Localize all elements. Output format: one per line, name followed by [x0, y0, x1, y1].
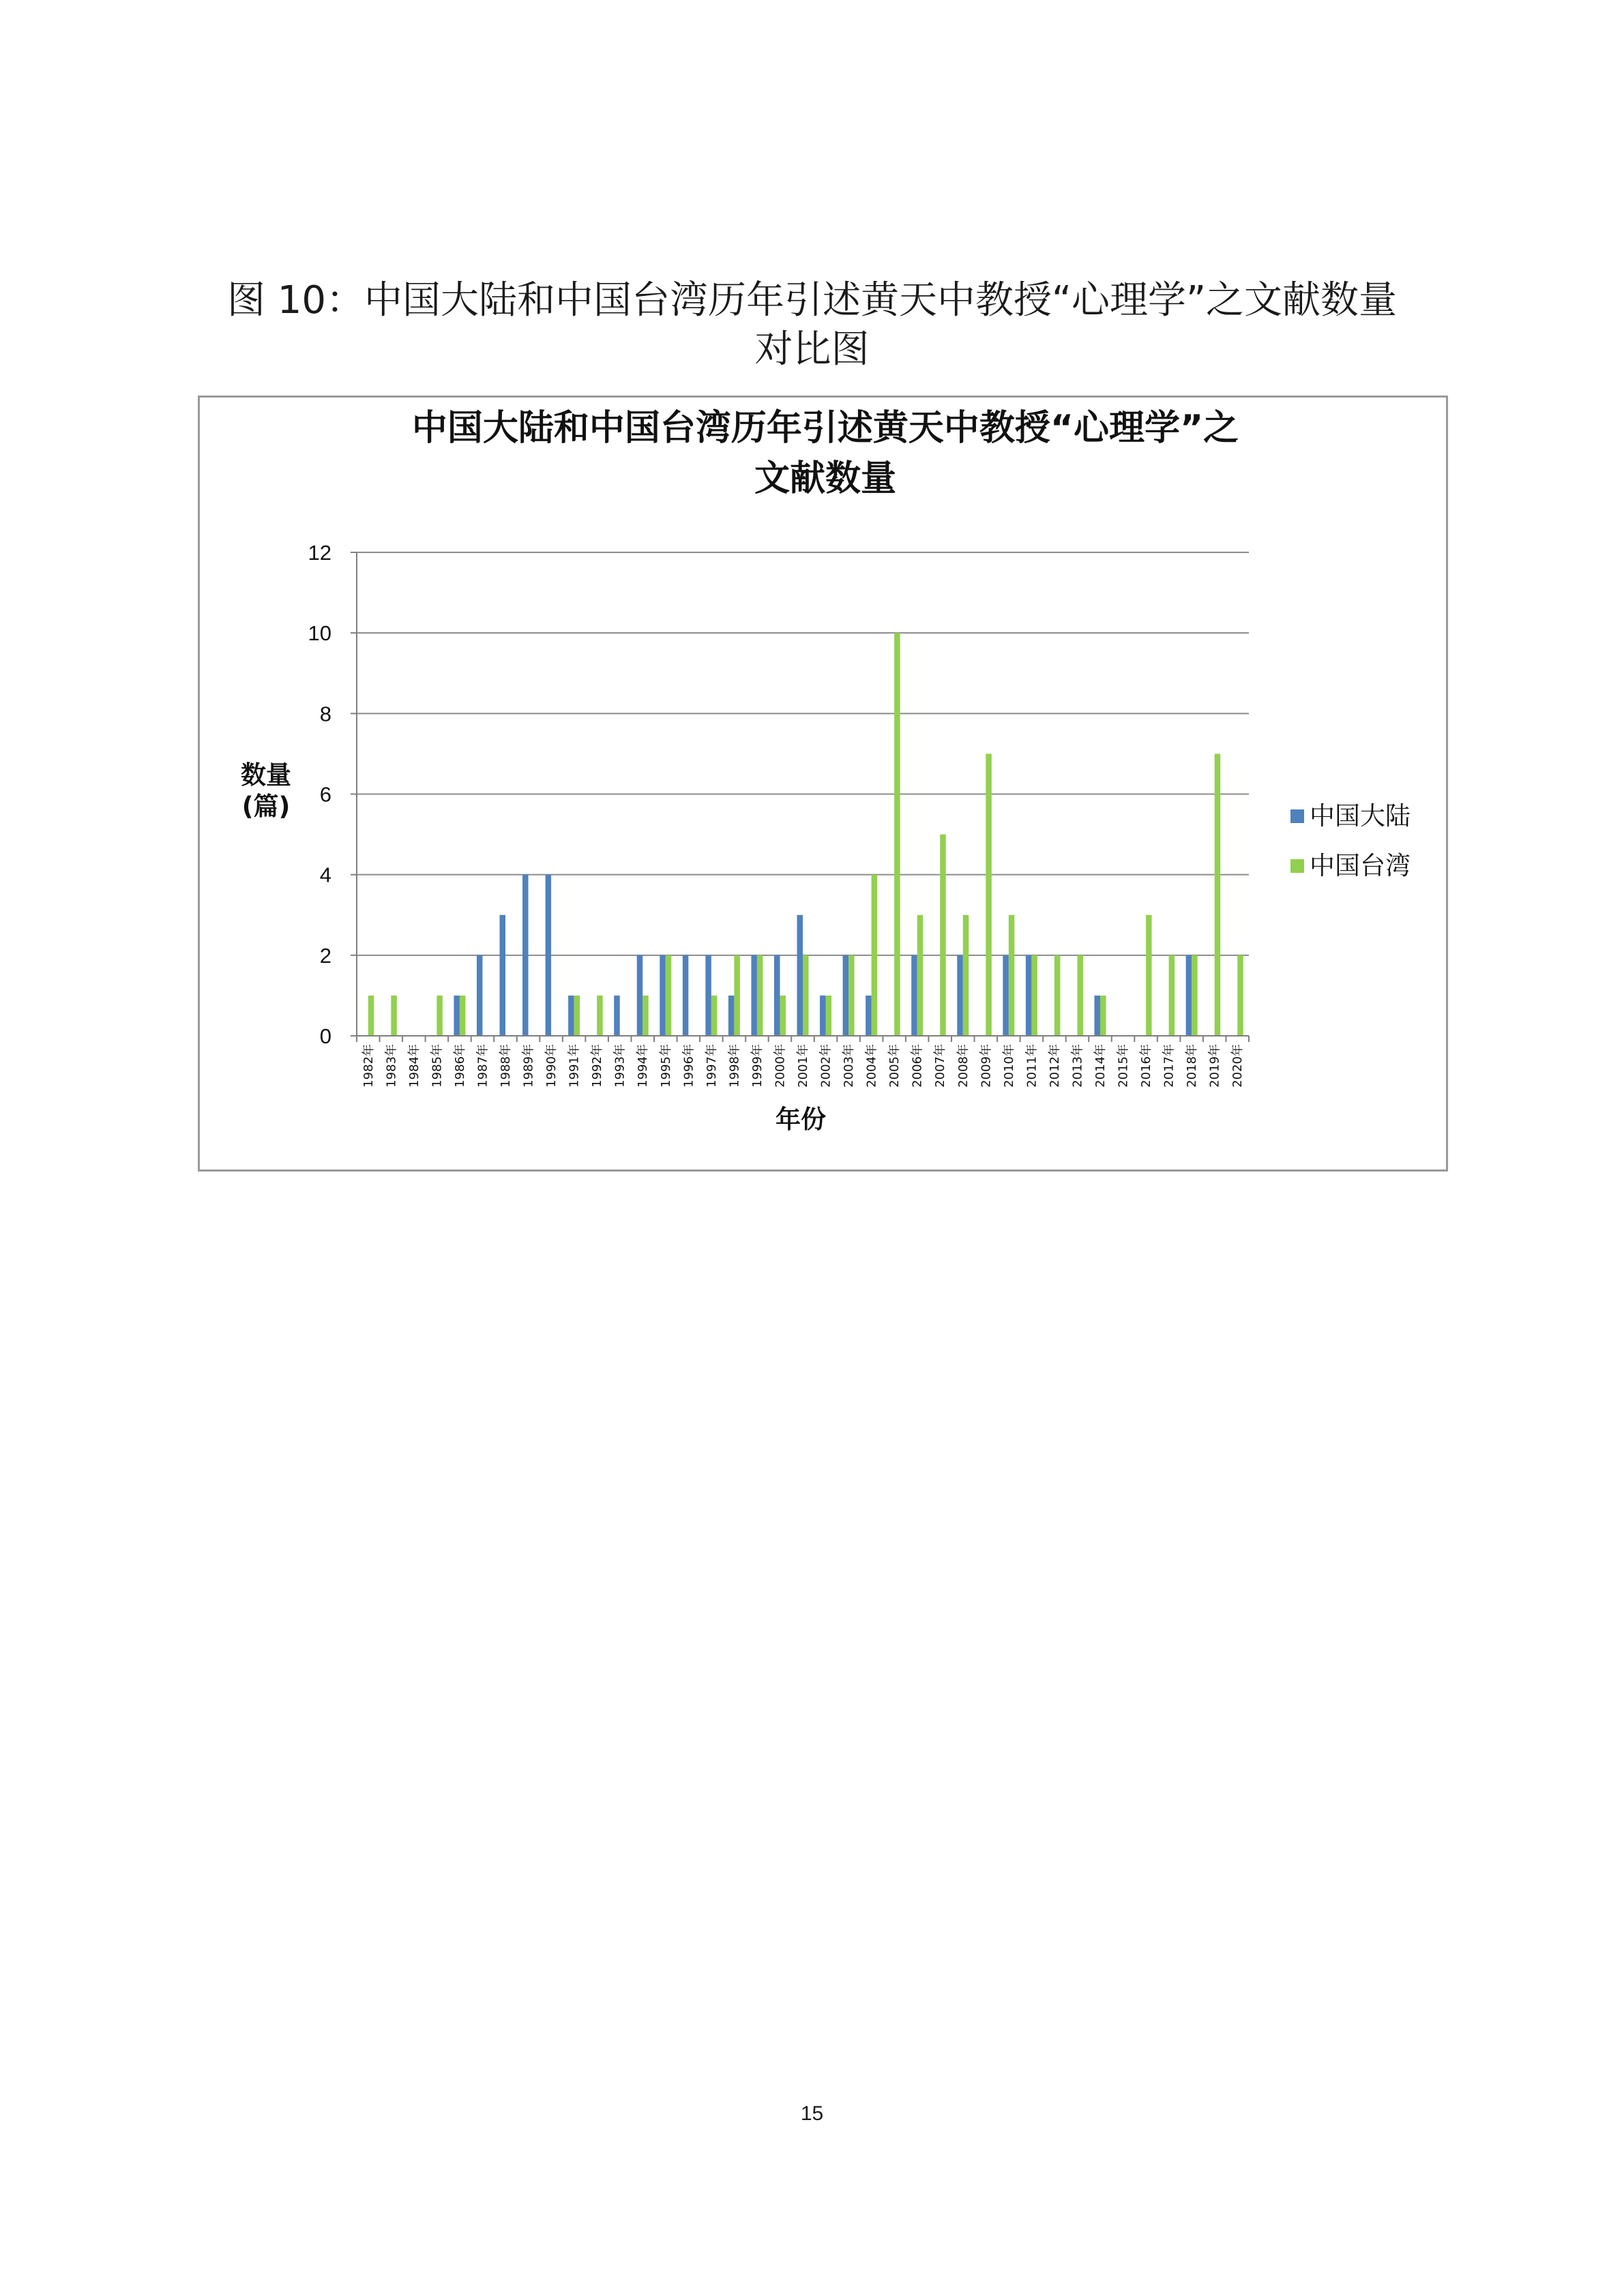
x-tick-label: 2009年	[979, 1044, 994, 1088]
x-tick-label: 1996年	[681, 1044, 696, 1088]
legend-swatch-mainland	[1290, 809, 1304, 823]
bar-mainland-1999年	[751, 955, 757, 1036]
x-tick-label: 2010年	[1001, 1044, 1016, 1088]
bar-taiwan-2011年	[1031, 955, 1037, 1036]
bar-taiwan-2000年	[780, 996, 786, 1036]
x-tick-label: 2013年	[1070, 1044, 1085, 1088]
bar-mainland-2001年	[797, 915, 803, 1036]
x-tick-label: 2004年	[864, 1044, 879, 1088]
x-tick-label: 1992年	[590, 1044, 605, 1088]
x-tick-label: 1994年	[636, 1044, 651, 1088]
y-tick-label: 8	[319, 702, 331, 726]
x-tick-label: 2020年	[1230, 1044, 1245, 1088]
x-tick-label: 1983年	[384, 1044, 399, 1088]
x-tick-label: 2008年	[956, 1044, 971, 1088]
x-tick-label: 2016年	[1139, 1044, 1154, 1088]
x-axis-label: 年份	[776, 1105, 826, 1134]
chart-frame	[198, 396, 1448, 1172]
bar-mainland-2004年	[866, 996, 872, 1036]
x-tick-label: 1982年	[361, 1044, 376, 1088]
y-axis-ticks	[308, 541, 331, 1048]
bar-mainland-1991年	[568, 996, 574, 1036]
legend-label-mainland: 中国大陆	[1310, 801, 1411, 831]
bar-taiwan-2012年	[1054, 955, 1061, 1036]
bar-taiwan-2003年	[848, 955, 855, 1036]
bar-mainland-1997年	[705, 955, 711, 1036]
bar-taiwan-2017年	[1169, 955, 1175, 1036]
chart	[200, 398, 1446, 1169]
legend	[1290, 801, 1411, 880]
bar-mainland-2011年	[1026, 955, 1032, 1036]
y-tick-label: 6	[319, 782, 331, 807]
bar-taiwan-1999年	[757, 955, 763, 1036]
x-tick-label: 1991年	[567, 1044, 582, 1088]
bar-taiwan-2002年	[826, 996, 832, 1036]
bar-taiwan-2013年	[1077, 955, 1083, 1036]
figure-caption-line1: 图 10：中国大陆和中国台湾历年引述黄天中教授“心理学”之文献数量	[226, 278, 1398, 323]
x-tick-label: 2000年	[773, 1044, 788, 1088]
bar-mainland-2006年	[911, 955, 917, 1036]
x-tick-label: 1986年	[452, 1044, 467, 1088]
x-tick-label: 1990年	[544, 1044, 559, 1088]
y-tick-label: 0	[319, 1024, 331, 1048]
y-tick-label: 12	[308, 541, 331, 565]
x-tick-label: 2018年	[1185, 1044, 1200, 1088]
bar-taiwan-1995年	[666, 955, 672, 1036]
y-tick-label: 10	[308, 621, 331, 646]
x-tick-label: 2002年	[818, 1044, 833, 1088]
bar-mainland-1988年	[500, 915, 506, 1036]
bar-mainland-2010年	[1003, 955, 1009, 1036]
legend-label-taiwan: 中国台湾	[1310, 851, 1411, 880]
bars	[368, 633, 1243, 1036]
figure-caption-line2: 对比图	[754, 327, 870, 372]
x-tick-label: 2015年	[1116, 1044, 1131, 1088]
gridlines	[357, 552, 1249, 955]
x-tick-label: 1995年	[658, 1044, 673, 1088]
bar-taiwan-1997年	[711, 996, 718, 1036]
bar-mainland-1995年	[660, 955, 666, 1036]
x-tick-label: 1985年	[430, 1044, 445, 1088]
x-tick-label: 2012年	[1047, 1044, 1062, 1088]
bar-taiwan-2008年	[963, 915, 969, 1036]
x-tick-label: 2001年	[796, 1044, 810, 1088]
bar-mainland-2003年	[843, 955, 849, 1036]
x-tick-label: 2017年	[1162, 1044, 1177, 1088]
y-axis-label-line1: 数量	[241, 760, 291, 790]
x-tick-label: 1984年	[407, 1044, 422, 1088]
x-tick-label: 1987年	[475, 1044, 490, 1088]
bar-mainland-2014年	[1095, 996, 1101, 1036]
bar-taiwan-1982年	[368, 996, 374, 1036]
bar-mainland-1987年	[477, 955, 483, 1036]
y-tick-label: 4	[319, 863, 331, 887]
bar-taiwan-2004年	[872, 875, 878, 1036]
bar-mainland-1994年	[637, 955, 643, 1036]
x-tick-label: 1999年	[750, 1044, 765, 1088]
bar-taiwan-1983年	[391, 996, 397, 1036]
x-tick-label: 1998年	[727, 1044, 742, 1088]
x-tick-label: 2003年	[842, 1044, 857, 1088]
bar-mainland-2018年	[1186, 955, 1192, 1036]
bar-taiwan-1998年	[734, 955, 740, 1036]
y-tick-label: 2	[319, 943, 331, 968]
bar-mainland-2008年	[957, 955, 963, 1036]
bar-mainland-1989年	[522, 875, 529, 1036]
bar-taiwan-2018年	[1192, 955, 1198, 1036]
x-axis-ticks	[361, 1044, 1245, 1088]
bar-taiwan-2014年	[1100, 996, 1106, 1036]
bar-taiwan-1985年	[437, 996, 443, 1036]
bar-mainland-2000年	[774, 955, 780, 1036]
x-tick-label: 1997年	[704, 1044, 719, 1088]
bar-taiwan-2019年	[1215, 754, 1221, 1036]
bar-mainland-1998年	[728, 996, 735, 1036]
x-tick-label: 1988年	[499, 1044, 513, 1088]
bar-taiwan-1991年	[574, 996, 580, 1036]
bar-taiwan-2016年	[1146, 915, 1152, 1036]
legend-swatch-taiwan	[1290, 859, 1304, 873]
bar-taiwan-2020年	[1237, 955, 1243, 1036]
bar-taiwan-2010年	[1009, 915, 1015, 1036]
bar-mainland-1993年	[614, 996, 620, 1036]
x-tick-label: 2007年	[933, 1044, 948, 1088]
x-tick-label: 1993年	[612, 1044, 628, 1088]
x-tick-label: 2014年	[1093, 1044, 1108, 1088]
y-axis-label-line2: (篇)	[241, 792, 291, 821]
bar-taiwan-2006年	[917, 915, 924, 1036]
figure-caption	[0, 276, 1624, 374]
bar-taiwan-2005年	[894, 633, 900, 1036]
x-tick-label: 2011年	[1024, 1044, 1039, 1088]
bar-taiwan-1986年	[460, 996, 466, 1036]
x-tick-label: 1989年	[521, 1044, 536, 1088]
bar-taiwan-1994年	[643, 996, 649, 1036]
bar-taiwan-1992年	[597, 996, 603, 1036]
x-tick-label: 2005年	[887, 1044, 902, 1088]
chart-title-line2: 文献数量	[754, 458, 897, 499]
bar-mainland-1996年	[683, 955, 689, 1036]
x-tick-label: 2006年	[910, 1044, 925, 1088]
bar-mainland-1990年	[546, 875, 552, 1036]
page-number: 15	[800, 2102, 824, 2125]
bar-taiwan-2001年	[803, 955, 809, 1036]
chart-title-line1: 中国大陆和中国台湾历年引述黄天中教授“心理学”之	[411, 408, 1239, 449]
bar-mainland-2002年	[820, 996, 826, 1036]
x-tick-label: 2019年	[1207, 1044, 1222, 1088]
bar-mainland-1986年	[454, 996, 460, 1036]
bar-taiwan-2007年	[940, 835, 946, 1036]
bar-taiwan-2009年	[986, 754, 992, 1036]
